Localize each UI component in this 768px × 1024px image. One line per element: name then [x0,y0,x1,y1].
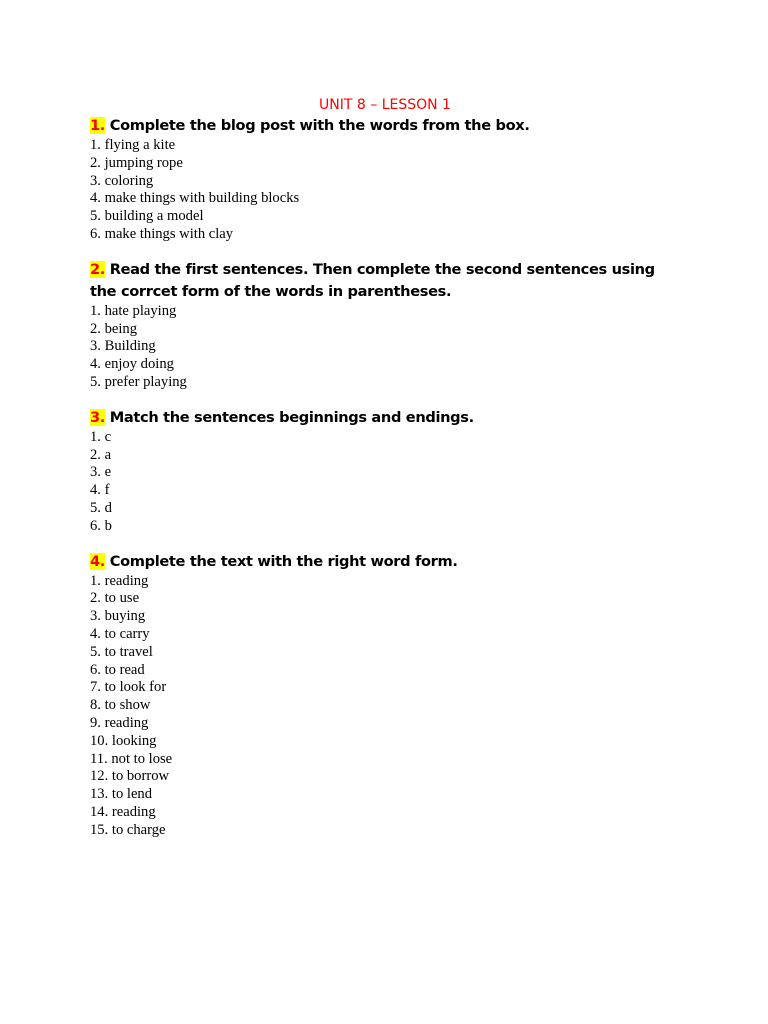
answer-item: 1. c [90,428,112,445]
answer-item: 4. make things with building blocks [90,190,300,207]
answer-list [90,137,680,244]
answer-item: 13. to lend [90,786,153,803]
exercise-number: 2. [90,260,105,278]
exercise-number: 4. [90,552,105,570]
answer-item: 7. to look for [90,679,167,696]
answer-item: 3. e [90,464,112,481]
exercise-number: 1. [90,117,105,134]
answer-item: 14. reading [90,803,156,820]
answer-item: 2. a [90,446,112,463]
exercise-instruction: Read the first sentences. Then complete the second sentences using the corrcet form of the words in parentheses. [90,260,655,300]
answer-item: 4. enjoy doing [90,356,174,373]
exercise-heading [90,407,680,429]
answer-item: 1. flying a kite [90,137,176,153]
answer-list [90,303,680,392]
answer-item: 9. reading [90,714,149,731]
answer-item: 6. to read [90,661,145,678]
answer-item: 12. to borrow [90,768,170,785]
answer-item: 5. d [90,499,112,516]
section-spacer [90,392,680,407]
section-spacer [90,536,680,551]
exercise-2 [90,259,680,392]
answer-item: 4. to carry [90,625,150,642]
exercise-instruction: Complete the blog post with the words from the box. [109,117,530,134]
exercise-heading [90,259,680,303]
exercise-number: 3. [90,408,105,426]
answer-item: 6. make things with clay [90,225,234,242]
page-title: UNIT 8 – LESSON 1 [319,97,451,113]
answer-list [90,573,680,840]
answer-item: 3. buying [90,608,146,625]
answer-item: 5. prefer playing [90,373,187,390]
answer-item: 11. not to lose [90,750,173,767]
answer-list [90,429,680,536]
answer-item: 1. hate playing [90,302,177,319]
answer-item: 6. b [90,517,112,534]
answer-item: 5. to travel [90,643,153,660]
exercise-4 [90,551,680,840]
answer-item: 8. to show [90,697,151,714]
answer-item: 15. to charge [90,821,166,838]
exercise-heading [90,551,680,573]
answer-item: 3. Building [90,338,156,355]
answer-item: 5. building a model [90,208,204,225]
exercise-1 [90,115,680,244]
answer-item: 3. coloring [90,172,154,189]
section-spacer [90,244,680,259]
exercise-instruction: Match the sentences beginnings and endings. [109,408,474,426]
answer-item: 2. to use [90,590,140,607]
answer-item: 2. jumping rope [90,154,183,171]
exercise-3 [90,407,680,536]
exercise-heading [90,115,680,137]
answer-item: 1. reading [90,572,149,589]
exercise-instruction: Complete the text with the right word form. [109,552,458,570]
answer-item: 10. looking [90,732,157,749]
answer-item: 4. f [90,482,110,499]
answer-item: 2. being [90,320,138,337]
document-content [90,95,680,840]
